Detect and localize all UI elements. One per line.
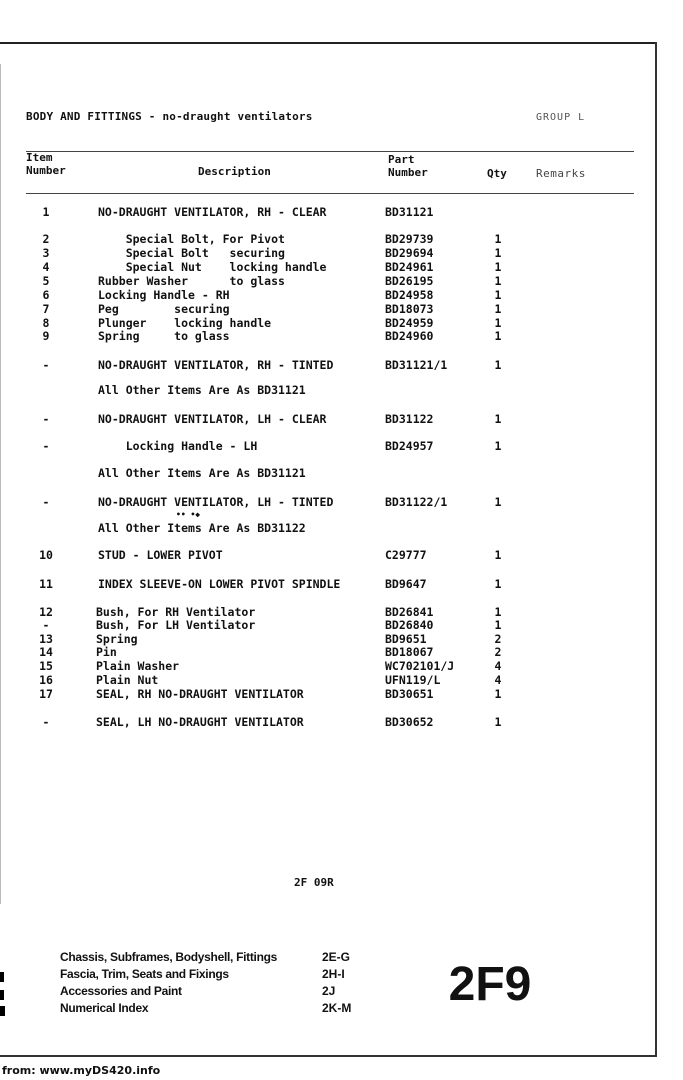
- part-description: Rubber Washer to glass: [98, 274, 285, 288]
- index-label: Numerical Index: [60, 1001, 149, 1015]
- part-description: NO-DRAUGHT VENTILATOR, RH - TINTED: [98, 358, 334, 372]
- quantity: 1: [494, 246, 502, 260]
- item-number: 4: [42, 260, 50, 274]
- part-number: BD29739: [385, 232, 434, 246]
- item-number: -: [42, 495, 50, 509]
- part-description: Bush, For LH Ventilator: [96, 618, 256, 632]
- part-number: BD31121/1: [385, 358, 448, 372]
- quantity: 1: [494, 302, 502, 316]
- page-border-bottom: [0, 1055, 657, 1057]
- quantity: 2: [494, 645, 502, 659]
- item-number: 8: [42, 316, 50, 330]
- part-description: Plain Nut: [96, 673, 159, 687]
- part-number: BD26840: [385, 618, 434, 632]
- part-number: BD31122/1: [385, 495, 448, 509]
- index-code: 2K-M: [322, 1001, 352, 1015]
- quantity: 1: [494, 260, 502, 274]
- part-description: SEAL, LH NO-DRAUGHT VENTILATOR: [96, 715, 304, 729]
- index-label: Fascia, Trim, Seats and Fixings: [60, 967, 229, 981]
- index-code: 2H-I: [322, 967, 345, 981]
- item-number: 1: [42, 205, 50, 219]
- part-number: BD18067: [385, 645, 434, 659]
- part-number: BD30651: [385, 687, 434, 701]
- quantity: 1: [494, 495, 502, 509]
- part-number: BD26195: [385, 274, 434, 288]
- part-number: C29777: [385, 548, 427, 562]
- header-rule-bottom: [26, 193, 634, 194]
- part-description: Special Bolt securing: [98, 246, 285, 260]
- quantity: 2: [494, 632, 502, 646]
- print-artifact: •• •◆: [176, 510, 201, 519]
- index-label: Chassis, Subframes, Bodyshell, Fittings: [60, 950, 278, 964]
- quantity: 1: [494, 358, 502, 372]
- index-code: 2E-G: [322, 950, 351, 964]
- part-number: BD24957: [385, 439, 434, 453]
- edge-mark: [0, 990, 4, 1000]
- part-description: All Other Items Are As BD31121: [98, 383, 306, 397]
- item-number: -: [42, 358, 50, 372]
- item-number: 12: [39, 605, 53, 619]
- part-description: Pin: [96, 645, 117, 659]
- item-number: 11: [39, 577, 53, 591]
- part-description: Locking Handle - RH: [98, 288, 230, 302]
- quantity: 4: [494, 673, 502, 687]
- part-description: Plain Washer: [96, 659, 180, 673]
- quantity: 1: [494, 274, 502, 288]
- part-description: Special Bolt, For Pivot: [98, 232, 285, 246]
- item-number: 17: [39, 687, 53, 701]
- item-number: 5: [42, 274, 50, 288]
- part-number: BD30652: [385, 715, 434, 729]
- col-header-item-line1: Item: [26, 151, 53, 164]
- part-description: Special Nut locking handle: [98, 260, 327, 274]
- part-description: Locking Handle - LH: [98, 439, 258, 453]
- item-number: -: [42, 618, 50, 632]
- page-border-left: [0, 64, 1, 904]
- index-code: 2J: [322, 984, 336, 998]
- page-code: 2F 09R: [294, 876, 334, 889]
- part-description: NO-DRAUGHT VENTILATOR, RH - CLEAR: [98, 205, 327, 219]
- part-number: BD9651: [385, 632, 427, 646]
- part-description: All Other Items Are As BD31121: [98, 466, 306, 480]
- item-number: 10: [39, 548, 53, 562]
- part-number: BD18073: [385, 302, 434, 316]
- part-description: INDEX SLEEVE-ON LOWER PIVOT SPINDLE: [98, 577, 341, 591]
- part-number: BD24959: [385, 316, 434, 330]
- item-number: -: [42, 439, 50, 453]
- part-description: NO-DRAUGHT VENTILATOR, LH - TINTED: [98, 495, 334, 509]
- col-header-part-line1: Part: [388, 153, 415, 166]
- part-number: UFN119/L: [385, 673, 441, 687]
- quantity: 4: [494, 659, 502, 673]
- item-number: -: [42, 715, 50, 729]
- part-description: STUD - LOWER PIVOT: [98, 548, 223, 562]
- item-number: 14: [39, 645, 53, 659]
- page-border-right: [655, 42, 657, 1057]
- part-description: Spring to glass: [98, 329, 230, 343]
- part-number: BD31121: [385, 205, 434, 219]
- item-number: 16: [39, 673, 53, 687]
- header-rule-top: [26, 151, 634, 152]
- part-number: BD31122: [385, 412, 434, 426]
- part-number: BD9647: [385, 577, 427, 591]
- part-number: BD26841: [385, 605, 434, 619]
- col-header-part: [388, 153, 428, 179]
- edge-mark: [0, 1006, 5, 1016]
- part-number: BD24958: [385, 288, 434, 302]
- part-number: BD24961: [385, 260, 434, 274]
- quantity: 1: [494, 329, 502, 343]
- item-number: 15: [39, 659, 53, 673]
- quantity: 1: [494, 687, 502, 701]
- part-number: WC702101/J: [385, 659, 455, 673]
- item-number: 3: [42, 246, 50, 260]
- quantity: 1: [494, 548, 502, 562]
- page-border-top: [0, 42, 657, 44]
- quantity: 1: [494, 316, 502, 330]
- part-description: SEAL, RH NO-DRAUGHT VENTILATOR: [96, 687, 304, 701]
- index-label: Accessories and Paint: [60, 984, 182, 998]
- part-number: BD29694: [385, 246, 434, 260]
- item-number: 7: [42, 302, 50, 316]
- part-description: NO-DRAUGHT VENTILATOR, LH - CLEAR: [98, 412, 327, 426]
- quantity: 1: [494, 288, 502, 302]
- col-header-description: Description: [198, 165, 271, 178]
- col-header-item-line2: Number: [26, 164, 66, 177]
- part-description: Bush, For RH Ventilator: [96, 605, 256, 619]
- quantity: 1: [494, 605, 502, 619]
- quantity: 1: [494, 439, 502, 453]
- quantity: 1: [494, 232, 502, 246]
- item-number: 13: [39, 632, 53, 646]
- col-header-part-line2: Number: [388, 166, 428, 179]
- part-description: Plunger locking handle: [98, 316, 272, 330]
- col-header-item: [26, 151, 66, 177]
- col-header-qty: Qty: [487, 167, 507, 180]
- part-description: All Other Items Are As BD31122: [98, 521, 306, 535]
- quantity: 1: [494, 715, 502, 729]
- quantity: 1: [494, 577, 502, 591]
- edge-mark: [0, 972, 4, 982]
- col-header-remarks: Remarks: [536, 167, 586, 180]
- fiche-code: 2F9: [448, 958, 532, 1011]
- item-number: 2: [42, 232, 50, 246]
- item-number: -: [42, 412, 50, 426]
- part-number: BD24960: [385, 329, 434, 343]
- page-title: BODY AND FITTINGS - no-draught ventilators: [26, 110, 313, 123]
- quantity: 1: [494, 412, 502, 426]
- group-label: GROUP L: [536, 112, 586, 123]
- part-description: Spring: [96, 632, 138, 646]
- item-number: 9: [42, 329, 50, 343]
- part-description: Peg securing: [98, 302, 230, 316]
- source-url: from: www.myDS420.info: [2, 1064, 161, 1077]
- item-number: 6: [42, 288, 50, 302]
- quantity: 1: [494, 618, 502, 632]
